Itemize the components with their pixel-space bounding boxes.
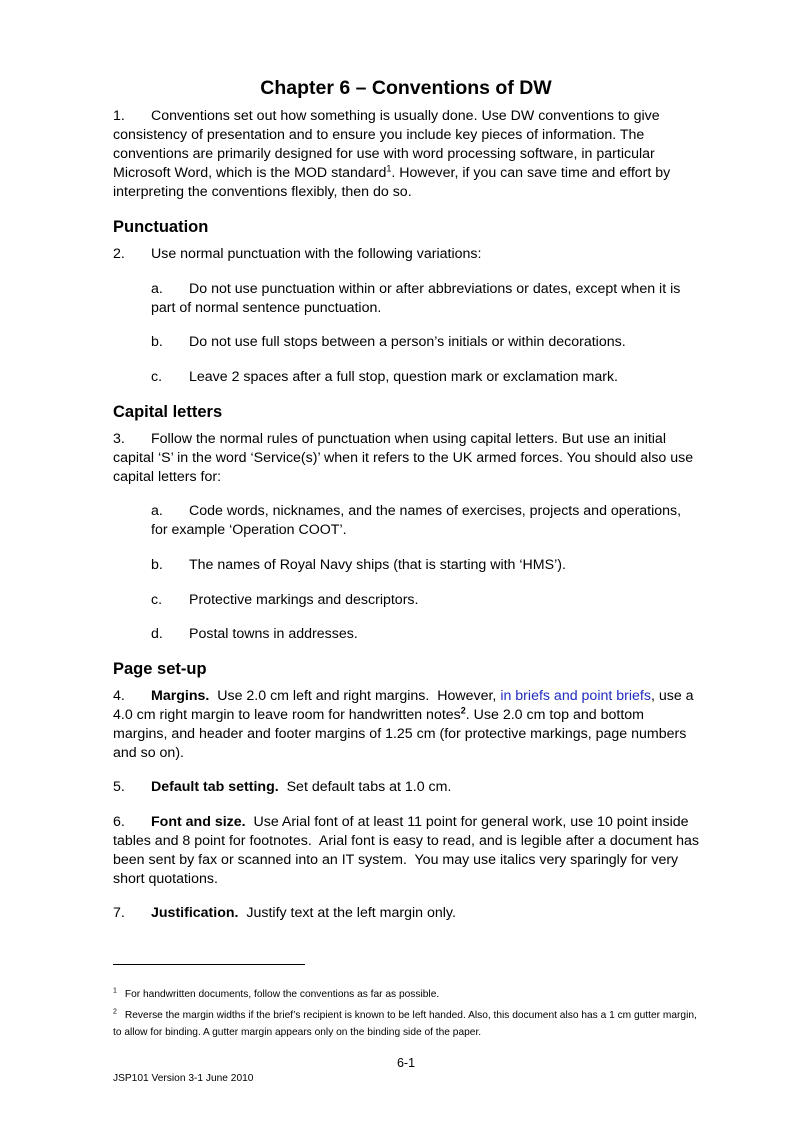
paragraph-2: [113, 245, 699, 264]
briefs-link[interactable]: in briefs and point briefs: [500, 688, 651, 704]
list-item-letter: c.: [151, 369, 163, 385]
paragraph-7: [113, 904, 699, 923]
paragraph-number: 4.: [113, 688, 125, 704]
paragraph-text: Conventions set out how something is usually done. Use DW conventions to give consistency of presentation and to ensure you include key pieces of information. The conventions are primarily designed for use with word processing software, in particular Microsoft Word, which is the MOD standard: [113, 108, 660, 181]
heading-page-set-up: Page set-up: [113, 660, 207, 678]
list-item-letter: b.: [151, 334, 163, 350]
list-item-text: The names of Royal Navy ships (that is starting with ‘HMS’).: [189, 557, 566, 573]
paragraph-number: 5.: [113, 779, 125, 795]
paragraph-text: Use 2.0 cm left and right margins. However,: [209, 688, 501, 704]
paragraph-label: Justification.: [151, 905, 239, 921]
footnote-ref-2[interactable]: 2: [460, 705, 466, 716]
list-item-text: Leave 2 spaces after a full stop, question mark or exclamation mark.: [189, 369, 618, 385]
paragraph-label: Default tab setting.: [151, 779, 279, 795]
chapter-title: Chapter 6 – Conventions of DW: [260, 77, 552, 99]
paragraph-6: [113, 813, 703, 889]
paragraph-number: 7.: [113, 905, 125, 921]
list-item: [151, 556, 699, 575]
footnote-separator: [113, 964, 305, 965]
list-item: [151, 280, 699, 318]
document-footer: JSP101 Version 3-1 June 2010: [113, 1073, 254, 1084]
footnote-2: [113, 1007, 699, 1041]
paragraph-text: Follow the normal rules of punctuation when using capital letters. But use an initial capital ‘S’ in the word ‘Service(s)’ when it refers to the UK armed forces. You should also use capital letters for:: [113, 431, 694, 485]
paragraph-4: [113, 687, 699, 763]
paragraph-text-cont: . However, if you can save time and effort by interpreting the conventions flexibly, then do so.: [113, 165, 671, 200]
list-item-text: Do not use punctuation within or after abbreviations or dates, except when it is part of normal sentence punctuation.: [151, 281, 681, 316]
footnote-1: [113, 986, 699, 1003]
paragraph-text: Justify text at the left margin only.: [238, 905, 456, 921]
footnote-text: Reverse the margin widths if the brief’s recipient is known to be left handed. Also, this document also has a 1 cm gutter margin, to allow for binding. A gutter margin appears only on the binding side of the paper.: [113, 1010, 697, 1038]
footnote-mark: 2: [113, 1008, 117, 1016]
list-item-letter: a.: [151, 503, 163, 519]
paragraph-label: Margins.: [151, 688, 210, 704]
list-item: [151, 502, 699, 540]
page-number: 6-1: [396, 1056, 416, 1070]
list-item-text: Postal towns in addresses.: [189, 626, 358, 642]
footnote-text: For handwritten documents, follow the conventions as far as possible.: [124, 989, 440, 1000]
paragraph-label: Font and size.: [151, 814, 246, 830]
paragraph-1: [113, 107, 699, 202]
paragraph-number: 1.: [113, 108, 125, 124]
paragraph-text: Set default tabs at 1.0 cm.: [278, 779, 452, 795]
list-item: [151, 625, 699, 644]
list-item: [151, 333, 699, 352]
paragraph-text: Use Arial font of at least 11 point for general work, use 10 point inside tables and 8 point for footnotes. Arial font is easy to read, and is legible after a document has been sent by fax or scanned into an IT system. You may use italics very sparingly for very short quotations.: [113, 814, 703, 887]
heading-punctuation: Punctuation: [113, 218, 209, 236]
list-item-text: Protective markings and descriptors.: [189, 592, 419, 608]
footnote-ref-1[interactable]: 1: [386, 163, 392, 174]
paragraph-number: 3.: [113, 431, 125, 447]
list-item: [151, 368, 699, 387]
list-item-text: Do not use full stops between a person’s initials or within decorations.: [189, 334, 626, 350]
list-item-letter: a.: [151, 281, 163, 297]
paragraph-text: Use normal punctuation with the following variations:: [151, 246, 482, 262]
list-item-letter: c.: [151, 592, 163, 608]
heading-capital-letters: Capital letters: [113, 403, 223, 421]
paragraph-text-end: . Use 2.0 cm top and bottom margins, and header and footer margins of 1.25 cm (for protective markings, page numbers and so on).: [113, 707, 687, 761]
list-item: [151, 591, 699, 610]
list-item-text: Code words, nicknames, and the names of exercises, projects and operations, for example ‘Operation COOT’.: [151, 503, 682, 538]
paragraph-5: [113, 778, 699, 797]
list-item-letter: d.: [151, 626, 163, 642]
list-item-letter: b.: [151, 557, 163, 573]
paragraph-number: 6.: [113, 814, 125, 830]
paragraph-number: 2.: [113, 246, 125, 262]
footnote-mark: 1: [113, 987, 117, 995]
paragraph-text-cont: , use a 4.0 cm right margin to leave room for handwritten notes: [113, 688, 694, 723]
paragraph-3: [113, 430, 699, 487]
